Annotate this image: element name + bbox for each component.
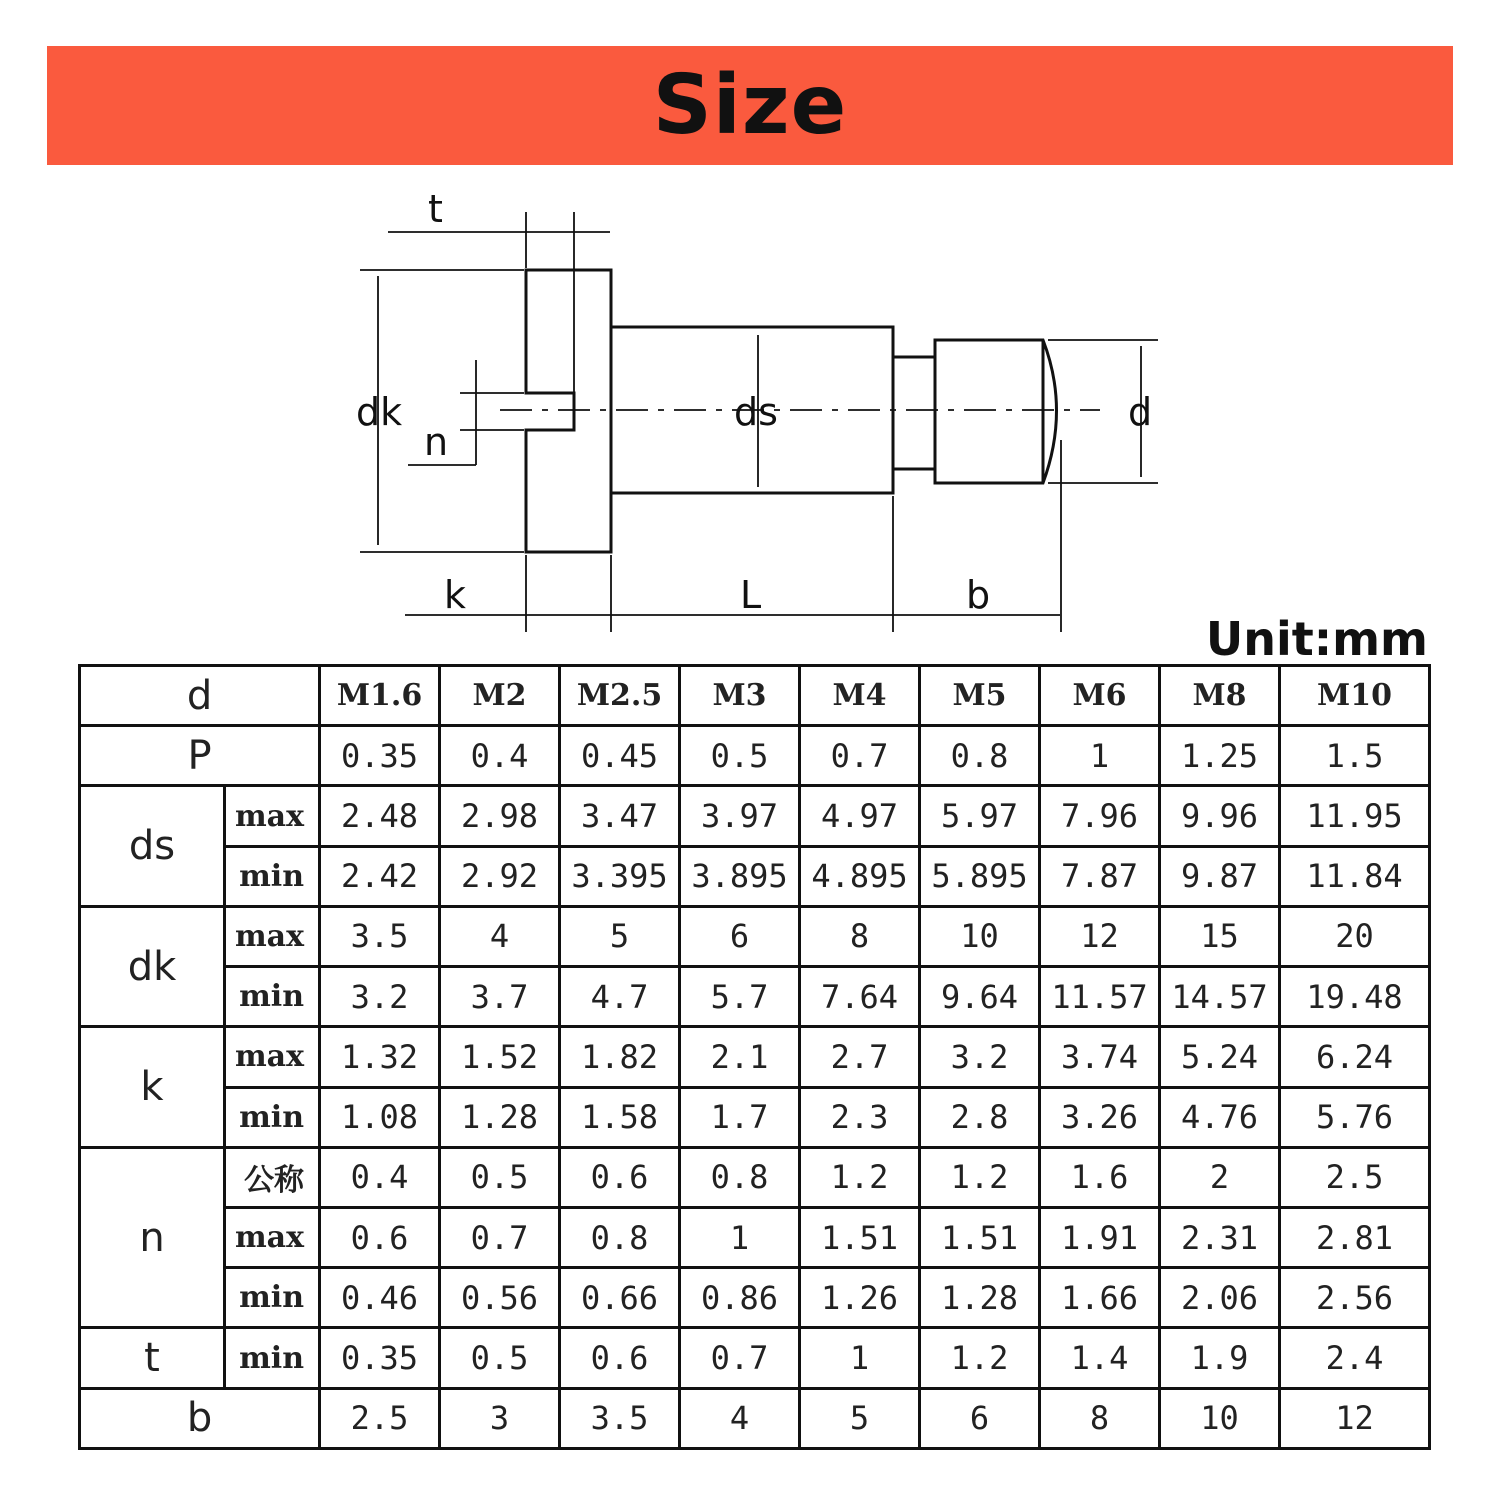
banner-title: Size — [652, 58, 848, 153]
value-cell: 1.28 — [920, 1268, 1040, 1328]
table-row-n-nominal — [80, 1147, 1430, 1207]
param-cell-ds: ds — [80, 786, 225, 906]
value-cell: 2.92 — [440, 846, 560, 906]
value-cell: 0.35 — [320, 726, 440, 786]
value-cell: 3.5 — [320, 906, 440, 966]
value-cell: 10 — [1160, 1388, 1280, 1448]
value-cell: 0.6 — [560, 1328, 680, 1388]
value-cell: 2.31 — [1160, 1207, 1280, 1267]
value-cell: 9.96 — [1160, 786, 1280, 846]
size-header: M5 — [920, 666, 1040, 726]
sub-label-min: min — [225, 1087, 320, 1147]
sub-label-min: min — [225, 1328, 320, 1388]
table-row-dk-max — [80, 906, 1430, 966]
unit-label: Unit:mm — [1205, 612, 1428, 666]
table-row-b — [80, 1388, 1430, 1448]
value-cell: 1.51 — [920, 1207, 1040, 1267]
param-cell-d: d — [80, 666, 320, 726]
value-cell: 4 — [440, 906, 560, 966]
value-cell: 4.7 — [560, 967, 680, 1027]
value-cell: 4.97 — [800, 786, 920, 846]
value-cell: 3.7 — [440, 967, 560, 1027]
value-cell: 4.76 — [1160, 1087, 1280, 1147]
dim-label-d: d — [1128, 390, 1153, 434]
screw-neck — [893, 357, 935, 469]
value-cell: 1.66 — [1040, 1268, 1160, 1328]
sub-label-min: min — [225, 846, 320, 906]
value-cell: 5 — [560, 906, 680, 966]
value-cell: 15 — [1160, 906, 1280, 966]
value-cell: 6.24 — [1280, 1027, 1430, 1087]
value-cell: 2.56 — [1280, 1268, 1430, 1328]
value-cell: 5.97 — [920, 786, 1040, 846]
size-header: M4 — [800, 666, 920, 726]
value-cell: 3.395 — [560, 846, 680, 906]
value-cell: 2 — [1160, 1147, 1280, 1207]
sub-label-nominal: 公称 — [225, 1147, 320, 1207]
value-cell: 1.4 — [1040, 1328, 1160, 1388]
value-cell: 3.47 — [560, 786, 680, 846]
dim-label-dk: dk — [356, 390, 403, 434]
dim-label-ds: ds — [734, 390, 778, 434]
value-cell: 5.76 — [1280, 1087, 1430, 1147]
sub-label-max: max — [225, 786, 320, 846]
value-cell: 1.5 — [1280, 726, 1430, 786]
value-cell: 3.97 — [680, 786, 800, 846]
value-cell: 1.2 — [920, 1328, 1040, 1388]
value-cell: 2.3 — [800, 1087, 920, 1147]
value-cell: 1 — [800, 1328, 920, 1388]
value-cell: 0.8 — [920, 726, 1040, 786]
value-cell: 0.86 — [680, 1268, 800, 1328]
sub-label-max: max — [225, 906, 320, 966]
value-cell: 1.25 — [1160, 726, 1280, 786]
table-row-k-max — [80, 1027, 1430, 1087]
value-cell: 3 — [440, 1388, 560, 1448]
value-cell: 12 — [1040, 906, 1160, 966]
value-cell: 10 — [920, 906, 1040, 966]
value-cell: 3.74 — [1040, 1027, 1160, 1087]
value-cell: 2.8 — [920, 1087, 1040, 1147]
value-cell: 1.26 — [800, 1268, 920, 1328]
value-cell: 2.5 — [320, 1388, 440, 1448]
value-cell: 0.46 — [320, 1268, 440, 1328]
value-cell: 3.2 — [320, 967, 440, 1027]
value-cell: 14.57 — [1160, 967, 1280, 1027]
value-cell: 1.82 — [560, 1027, 680, 1087]
size-header: M10 — [1280, 666, 1430, 726]
value-cell: 3.2 — [920, 1027, 1040, 1087]
value-cell: 1.52 — [440, 1027, 560, 1087]
value-cell: 1.32 — [320, 1027, 440, 1087]
size-spec-table — [78, 664, 1431, 1450]
value-cell: 0.4 — [320, 1147, 440, 1207]
value-cell: 2.48 — [320, 786, 440, 846]
value-cell: 2.7 — [800, 1027, 920, 1087]
table-row-p — [80, 726, 1430, 786]
value-cell: 6 — [920, 1388, 1040, 1448]
value-cell: 5 — [800, 1388, 920, 1448]
param-cell-k: k — [80, 1027, 225, 1147]
sub-label-max: max — [225, 1207, 320, 1267]
shoulder-screw-diagram — [0, 0, 1500, 660]
value-cell: 8 — [1040, 1388, 1160, 1448]
param-cell-t: t — [80, 1328, 225, 1388]
dim-label-n: n — [424, 420, 449, 464]
value-cell: 2.5 — [1280, 1147, 1430, 1207]
size-header: M2 — [440, 666, 560, 726]
value-cell: 5.7 — [680, 967, 800, 1027]
table-row-k-min — [80, 1087, 1430, 1147]
dim-label-L: L — [740, 573, 762, 617]
value-cell: 6 — [680, 906, 800, 966]
value-cell: 2.06 — [1160, 1268, 1280, 1328]
size-header: M1.6 — [320, 666, 440, 726]
value-cell: 11.57 — [1040, 967, 1160, 1027]
value-cell: 1.6 — [1040, 1147, 1160, 1207]
value-cell: 0.56 — [440, 1268, 560, 1328]
spec-table-body — [80, 666, 1430, 1449]
value-cell: 1.51 — [800, 1207, 920, 1267]
table-row-n-max — [80, 1207, 1430, 1267]
value-cell: 0.8 — [560, 1207, 680, 1267]
value-cell: 2.81 — [1280, 1207, 1430, 1267]
value-cell: 1 — [1040, 726, 1160, 786]
table-row-t-min — [80, 1328, 1430, 1388]
value-cell: 5.24 — [1160, 1027, 1280, 1087]
param-cell-dk: dk — [80, 906, 225, 1026]
value-cell: 12 — [1280, 1388, 1430, 1448]
value-cell: 20 — [1280, 906, 1430, 966]
value-cell: 7.87 — [1040, 846, 1160, 906]
param-cell-n: n — [80, 1147, 225, 1328]
table-row-d — [80, 666, 1430, 726]
size-header: M6 — [1040, 666, 1160, 726]
value-cell: 2.42 — [320, 846, 440, 906]
value-cell: 1.58 — [560, 1087, 680, 1147]
value-cell: 2.98 — [440, 786, 560, 846]
value-cell: 1.2 — [800, 1147, 920, 1207]
table-row-ds-max — [80, 786, 1430, 846]
value-cell: 3.26 — [1040, 1087, 1160, 1147]
value-cell: 0.5 — [680, 726, 800, 786]
param-cell-p: P — [80, 726, 320, 786]
value-cell: 0.4 — [440, 726, 560, 786]
value-cell: 7.64 — [800, 967, 920, 1027]
value-cell: 7.96 — [1040, 786, 1160, 846]
table-row-n-min — [80, 1268, 1430, 1328]
value-cell: 2.4 — [1280, 1328, 1430, 1388]
value-cell: 0.6 — [560, 1147, 680, 1207]
param-cell-b: b — [80, 1388, 320, 1448]
value-cell: 8 — [800, 906, 920, 966]
value-cell: 0.5 — [440, 1147, 560, 1207]
value-cell: 0.5 — [440, 1328, 560, 1388]
value-cell: 5.895 — [920, 846, 1040, 906]
value-cell: 0.66 — [560, 1268, 680, 1328]
value-cell: 9.64 — [920, 967, 1040, 1027]
value-cell: 1.28 — [440, 1087, 560, 1147]
screw-thread — [935, 340, 1057, 483]
value-cell: 0.45 — [560, 726, 680, 786]
value-cell: 1.91 — [1040, 1207, 1160, 1267]
table-row-ds-min — [80, 846, 1430, 906]
dim-label-t: t — [428, 187, 443, 231]
sub-label-min: min — [225, 967, 320, 1027]
screw-head — [526, 270, 611, 552]
size-header: M2.5 — [560, 666, 680, 726]
value-cell: 1 — [680, 1207, 800, 1267]
value-cell: 2.1 — [680, 1027, 800, 1087]
value-cell: 0.6 — [320, 1207, 440, 1267]
value-cell: 11.95 — [1280, 786, 1430, 846]
value-cell: 1.08 — [320, 1087, 440, 1147]
value-cell: 3.895 — [680, 846, 800, 906]
value-cell: 19.48 — [1280, 967, 1430, 1027]
value-cell: 11.84 — [1280, 846, 1430, 906]
value-cell: 0.7 — [800, 726, 920, 786]
value-cell: 9.87 — [1160, 846, 1280, 906]
value-cell: 1.2 — [920, 1147, 1040, 1207]
value-cell: 1.9 — [1160, 1328, 1280, 1388]
value-cell: 4 — [680, 1388, 800, 1448]
value-cell: 0.7 — [440, 1207, 560, 1267]
value-cell: 0.8 — [680, 1147, 800, 1207]
value-cell: 1.7 — [680, 1087, 800, 1147]
size-header: M8 — [1160, 666, 1280, 726]
value-cell: 0.35 — [320, 1328, 440, 1388]
sub-label-min: min — [225, 1268, 320, 1328]
size-header: M3 — [680, 666, 800, 726]
table-row-dk-min — [80, 967, 1430, 1027]
sub-label-max: max — [225, 1027, 320, 1087]
dim-label-k: k — [444, 573, 467, 617]
value-cell: 3.5 — [560, 1388, 680, 1448]
value-cell: 0.7 — [680, 1328, 800, 1388]
dim-label-b: b — [966, 573, 991, 617]
value-cell: 4.895 — [800, 846, 920, 906]
